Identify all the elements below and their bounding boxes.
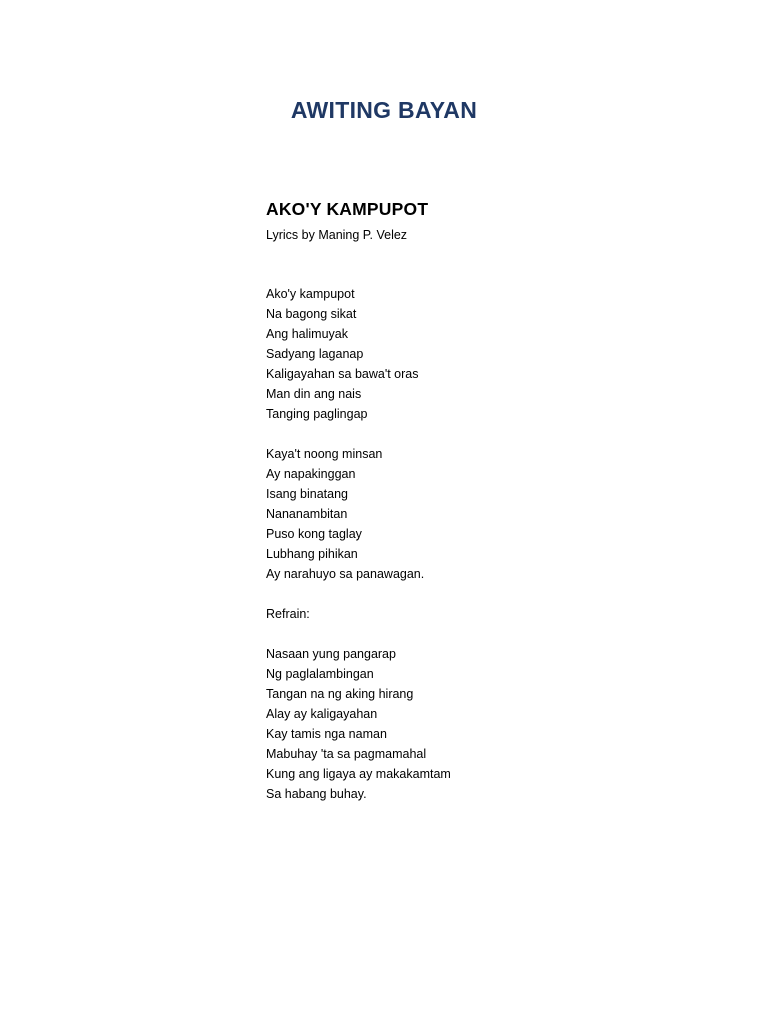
lyric-line: Ng paglalambingan bbox=[266, 667, 374, 681]
lyric-line: Alay ay kaligayahan bbox=[266, 707, 378, 721]
lyric-line: Sadyang laganap bbox=[266, 347, 364, 361]
lyric-line: Man din ang nais bbox=[266, 387, 362, 401]
lyric-line: Kung ang ligaya ay makakamtam bbox=[266, 767, 451, 781]
lyric-line: Nasaan yung pangarap bbox=[266, 647, 396, 661]
lyric-line: Ay napakinggan bbox=[266, 467, 356, 481]
song-title: AKO'Y KAMPUPOT bbox=[266, 199, 429, 219]
lyric-line: Tangan na ng aking hirang bbox=[266, 687, 414, 701]
lyric-line: Isang binatang bbox=[266, 487, 349, 501]
lyric-line: Kay tamis nga naman bbox=[266, 727, 387, 741]
song-credit: Lyrics by Maning P. Velez bbox=[266, 228, 408, 242]
refrain bbox=[266, 644, 726, 804]
lyric-line: Lubhang pihikan bbox=[266, 547, 358, 561]
song-block bbox=[266, 196, 726, 824]
lyric-line: Ay narahuyo sa panawagan. bbox=[266, 567, 425, 581]
lyric-line: Nananambitan bbox=[266, 507, 348, 521]
lyric-line: Mabuhay 'ta sa pagmamahal bbox=[266, 747, 427, 761]
lyric-line: Ang halimuyak bbox=[266, 327, 348, 341]
lyric-line: Ako'y kampupot bbox=[266, 287, 355, 301]
lyric-line: Tanging paglingap bbox=[266, 407, 368, 421]
lyric-line: Kaya't noong minsan bbox=[266, 447, 383, 461]
stanza-1 bbox=[266, 284, 726, 424]
refrain-label: Refrain: bbox=[266, 607, 310, 621]
lyric-line: Na bagong sikat bbox=[266, 307, 357, 321]
lyric-line: Puso kong taglay bbox=[266, 527, 362, 541]
document-title: AWITING BAYAN bbox=[290, 97, 478, 123]
lyrics bbox=[266, 284, 726, 804]
stanza-2 bbox=[266, 444, 726, 584]
lyric-line: Sa habang buhay. bbox=[266, 787, 367, 801]
lyric-line: Kaligayahan sa bawa't oras bbox=[266, 367, 419, 381]
